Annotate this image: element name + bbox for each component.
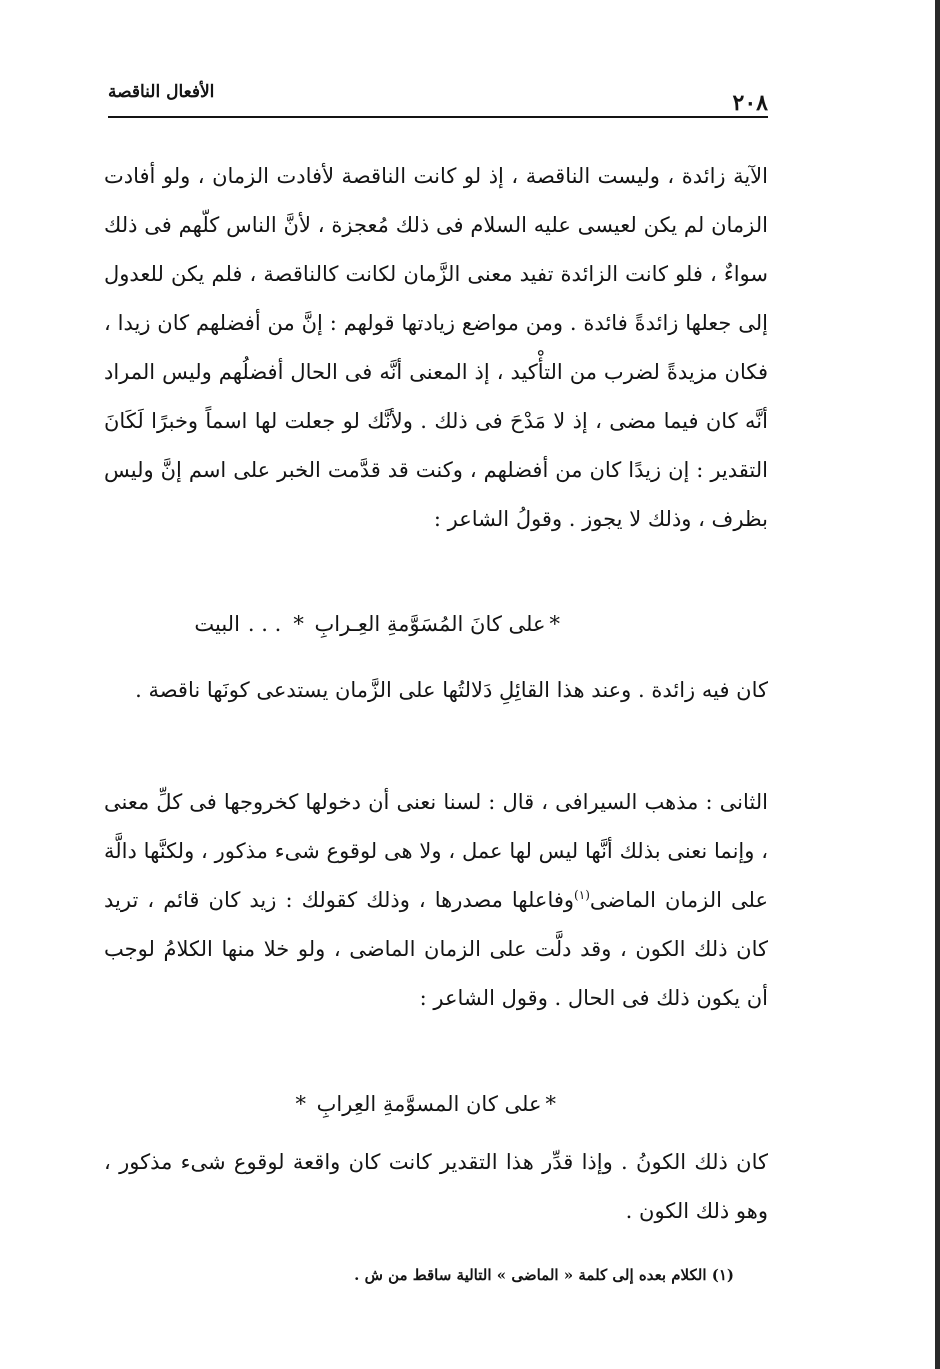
verse-2: [291, 1084, 560, 1124]
footnote: (١) الكلام بعده إلى كلمة « الماضى » التالية ساقط من ش .: [354, 1266, 734, 1284]
paragraph-2: كان فيه زائدة . وعند هذا القائِلِ دَلالتُها على الزَّمان يستدعى كونَها ناقصة .: [135, 678, 768, 702]
verse-star-icon: *: [545, 1092, 556, 1116]
verse-1-tail: البيت: [194, 612, 240, 636]
verse-star-icon: *: [549, 612, 560, 636]
verse-star-icon: *: [295, 1092, 306, 1116]
paragraph-3-part-b: وفاعلها مصدرها ، وذلك كقولك : زيد كان قائم ، تريد كان ذلك الكون ، وقد دلَّت على الزمان الماضى ، ولو خلا منها الكلامُ لوجب أن يكون ذلك فى الحال . وقول الشاعر :: [104, 888, 768, 1010]
paragraph-3-part-a: الثانى : مذهب السيرافى ، قال : لسنا نعنى أن دخولها كخروجها فى كلِّ معنى ، وإنما نعنى بذلك أنَّها ليس لها عمل ، ولا هى لوقوع شىء مذكور ، ولكنَّها دالَّة على الزمان الماضى: [104, 790, 768, 912]
header-rule: [108, 116, 768, 118]
running-title: الأفعال الناقصة: [108, 82, 215, 102]
paragraph-4: كان ذلك الكونُ . وإذا قدِّر هذا التقدير كانت كان واقعة لوقوع شىء مذكور ، وهو ذلك الكون .: [104, 1150, 768, 1223]
paragraph-1: الآية زائدة ، وليست الناقصة ، إذ لو كانت الناقصة لأفادت الزمان ، ولو أفادت الزمان لم يكن لعيسى عليه السلام فى ذلك مُعجزة ، لأنَّ الناس كلّهم فى ذلك سواءٌ ، فلو كانت الزائدة تفيد معنى الزَّمان لكانت كالناقصة ، فلم يكن للعدول إلى جعلها زائدةً فائدة . ومن مواضع زيادتها قولهم : إنَّ من أفضلهم كان زيدا ، فكان مزيدةً لضرب من التأْكيد ، إذ المعنى أنَّه فى الحال أفضلُهم وليس المراد أنَّه كان فيما مضى ، إذ لا مَدْحَ فى ذلك . ولأنَّك لو جعلت لها اسماً وخبرًا لَكَانَ التقدير : إن زيدًا كان من أفضلهم ، وكنت قد قدَّمت الخبر على اسم إنَّ وليس بظرف ، وذلك لا يجوز . وقولُ الشاعر :: [104, 164, 769, 531]
verse-2-text: على كان المسوَّمةِ العِرابِ: [316, 1092, 542, 1116]
footnote-marker: (١): [574, 888, 590, 902]
scan-edge: [935, 0, 940, 1369]
verse-1: [194, 604, 564, 644]
page-number: ٢٠٨: [732, 90, 768, 116]
ellipsis-dots: . . .: [247, 612, 282, 636]
paragraph-3: [104, 778, 768, 1023]
verse-star-icon: *: [293, 612, 304, 636]
page-header: [108, 82, 768, 116]
verse-1-text: على كانَ المُسَوَّمةِ العِـرابِ: [314, 612, 546, 636]
